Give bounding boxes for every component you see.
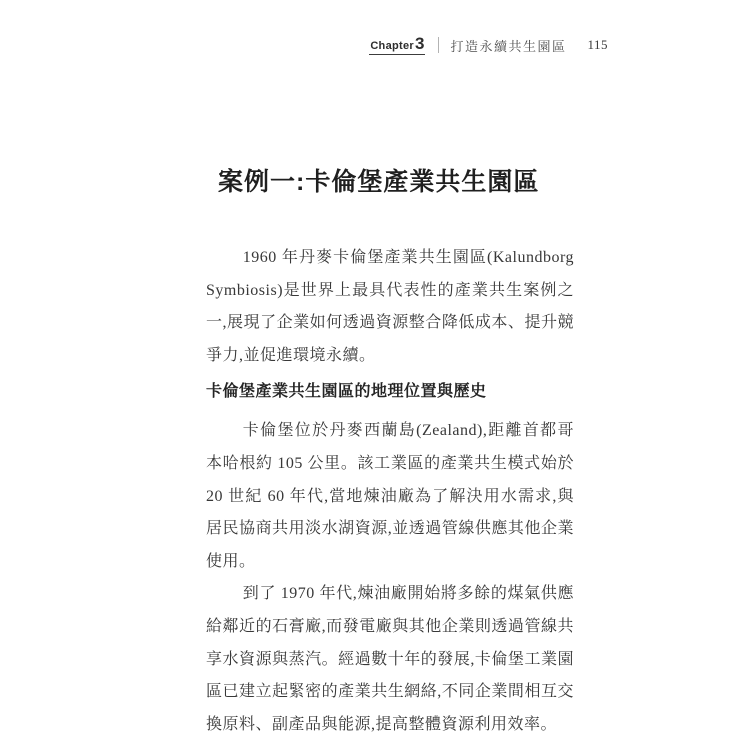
running-head	[369, 35, 608, 55]
section-paragraph-1: 卡倫堡位於丹麥西蘭島(Zealand),距離首都哥本哈根約 105 公里。該工業區的產業共生模式始於 20 世紀 60 年代,當地煉油廠為了解決用水需求,與居民協商共用淡水湖資源,並透過管線供應其他企業使用。	[206, 422, 574, 570]
header-divider	[438, 37, 439, 53]
page-number: 115	[587, 37, 608, 52]
chapter-label: Chapter	[370, 40, 414, 52]
chapter-tag	[369, 35, 425, 55]
chapter-title: 打造永續共生園區	[450, 38, 567, 54]
case-title: 案例一:卡倫堡產業共生園區	[218, 168, 540, 196]
section-heading: 卡倫堡產業共生園區的地理位置與歷史	[206, 383, 487, 401]
intro-paragraph: 1960 年丹麥卡倫堡產業共生園區(Kalundborg Symbiosis)是世界上最具代表性的產業共生案例之一,展現了企業如何透過資源整合降低成本、提升競爭力,並促進環境永續。	[206, 249, 574, 364]
section-paragraph-2: 到了 1970 年代,煉油廠開始將多餘的煤氣供應給鄰近的石膏廠,而發電廠與其他企業則透過管線共享水資源與蒸汽。經過數十年的發展,卡倫堡工業園區已建立起緊密的產業共生網絡,不同企業間相互交換原料、副產品與能源,提高整體資源利用效率。	[206, 585, 574, 733]
text-block	[206, 163, 574, 741]
chapter-number: 3	[414, 34, 425, 53]
